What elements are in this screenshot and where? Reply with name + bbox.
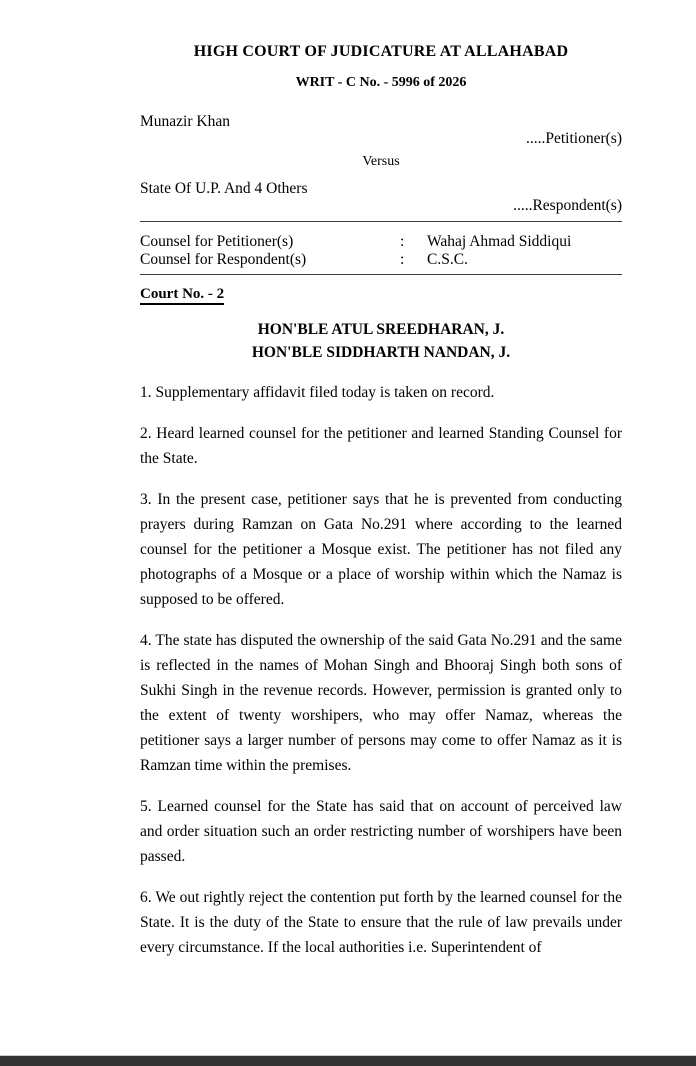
petitioner-name: Munazir Khan bbox=[140, 113, 230, 130]
order-paragraph-6: 6. We out rightly reject the contention put forth by the learned counsel for the State. It is the duty of the State to ensure that the rule of law prevails under every circumstance. If the local authorities i.e. Superintendent of bbox=[140, 889, 622, 956]
counsel-petitioner-value: Wahaj Ahmad Siddiqui bbox=[427, 233, 572, 250]
court-title: HIGH COURT OF JUDICATURE AT ALLAHABAD bbox=[193, 43, 569, 60]
petitioner-block bbox=[140, 113, 622, 147]
counsel-petitioner-separator: : bbox=[400, 233, 405, 250]
window-bottom-bar bbox=[0, 1055, 696, 1066]
respondent-label: .....Respondent(s) bbox=[513, 197, 622, 214]
counsel-petitioner-label: Counsel for Petitioner(s) bbox=[140, 233, 294, 250]
counsel-respondent-label: Counsel for Respondent(s) bbox=[140, 251, 307, 268]
counsel-respondent-row bbox=[140, 251, 622, 269]
counsel-respondent-value: C.S.C. bbox=[427, 251, 468, 268]
order-paragraph-2: 2. Heard learned counsel for the petitioner and learned Standing Counsel for the State. bbox=[140, 425, 622, 467]
order-paragraph-5: 5. Learned counsel for the State has said that on account of perceived law and order situation such an order restricting number of worshipers have been passed. bbox=[140, 798, 622, 865]
order-body bbox=[140, 380, 622, 960]
case-number: WRIT - C No. - 5996 of 2026 bbox=[295, 75, 467, 90]
order-paragraph-1: 1. Supplementary affidavit filed today is taken on record. bbox=[140, 384, 495, 401]
respondent-name: State Of U.P. And 4 Others bbox=[140, 180, 308, 197]
court-number: Court No. - 2 bbox=[140, 286, 622, 305]
petitioner-label: .....Petitioner(s) bbox=[526, 130, 622, 147]
counsel-block bbox=[140, 233, 622, 269]
judge-name-2: HON'BLE SIDDHARTH NANDAN, J. bbox=[251, 344, 511, 361]
order-paragraph-4: 4. The state has disputed the ownership of the said Gata No.291 and the same is reflected in the names of Mohan Singh and Bhooraj Singh both sons of Sukhi Singh in the revenue records. However, permission is granted only to the extent of twenty worshipers, who may offer Namaz, whereas the petitioner says a larger number of persons may come to offer Namaz as it is Ramzan time within the premises. bbox=[140, 632, 622, 774]
counsel-respondent-separator: : bbox=[400, 251, 405, 268]
counsel-petitioner-row bbox=[140, 233, 622, 251]
divider-top bbox=[140, 221, 622, 222]
versus-label: Versus bbox=[362, 154, 400, 169]
respondent-block bbox=[140, 180, 622, 214]
order-paragraph-3: 3. In the present case, petitioner says that he is prevented from conducting prayers during Ramzan on Gata No.291 where according to the learned counsel for the petitioner a Mosque exist. The petitioner has not filed any photographs of a Mosque or a place of worship within which the Namaz is supposed to be offered. bbox=[140, 491, 622, 608]
divider-bottom bbox=[140, 274, 622, 275]
judges-block bbox=[140, 318, 622, 364]
judge-name-1: HON'BLE ATUL SREEDHARAN, J. bbox=[257, 321, 505, 338]
court-order-page bbox=[140, 43, 622, 960]
